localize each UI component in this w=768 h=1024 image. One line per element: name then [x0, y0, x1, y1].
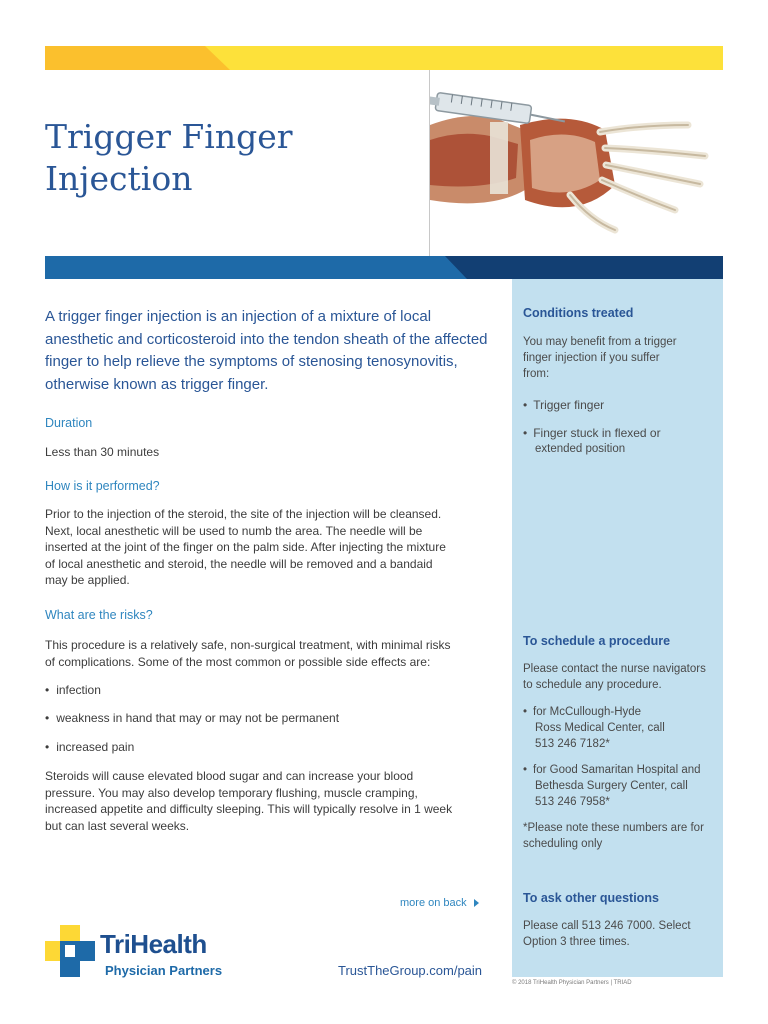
duration-heading: Duration — [45, 416, 93, 430]
list-item: • for McCullough-Hyde Ross Medical Center, call 513 246 7182* — [523, 704, 718, 752]
website-link[interactable]: TrustTheGroup.com/pain — [338, 963, 483, 978]
list-item: • Trigger finger — [523, 397, 713, 413]
schedule-note: *Please note these numbers are for scheduling only — [523, 822, 704, 850]
top-accent-band — [45, 46, 723, 70]
conditions-text: You may benefit from a trigger finger injection if you suffer from: — [523, 336, 677, 380]
list-item: • Finger stuck in flexed or extended position — [523, 425, 713, 457]
hand-injection-illustration — [429, 70, 724, 256]
caret-right-icon — [474, 899, 479, 907]
page-title: Trigger Finger Injection — [45, 117, 293, 198]
duration-text: Less than 30 minutes — [45, 445, 160, 459]
performed-paragraph: Prior to the injection of the steroid, the site of the injection will be cleansed. Next, local anesthetic will be used to numb the area. The needle will be inserted at the joint of the finger on the palm side. After injecting the mixture of local anesthetic and steroid, the needle will be removed and a bandaid may be applied. — [45, 507, 446, 587]
list-item: • infection — [45, 683, 101, 697]
cross-logo-icon — [45, 925, 95, 977]
list-item: • increased pain — [45, 740, 134, 754]
schedule-heading: To schedule a procedure — [523, 634, 671, 648]
risks-closing: Steroids will cause elevated blood sugar and can increase your blood pressure. You may also develop temporary flushing, muscle cramping, increased appetite and difficulty sleeping. This will typically resolve in 1 week but can last several weeks. — [45, 769, 453, 833]
trihealth-logo: TriHealth Physician Partners — [45, 925, 245, 980]
more-on-back-link[interactable]: more on back — [400, 897, 479, 909]
risks-intro: This procedure is a relatively safe, non-surgical treatment, with minimal risks of complications. Some of the most common or possible side effects are: — [45, 638, 451, 669]
performed-heading: How is it performed? — [45, 479, 160, 493]
list-item: • for Good Samaritan Hospital and Bethesda Surgery Center, call 513 246 7958* — [523, 762, 718, 810]
schedule-text: Please contact the nurse navigators to schedule any procedure. — [523, 663, 706, 691]
risks-heading: What are the risks? — [45, 608, 153, 622]
sidebar-panel — [512, 279, 723, 977]
intro-paragraph: A trigger finger injection is an injection of a mixture of local anesthetic and corticosteroid into the tendon sheath of the affected finger to help relieve the symptoms of stenosing tenosynovitis, otherwise known as trigger finger. — [45, 308, 488, 393]
copyright-text: © 2018 TriHealth Physician Partners | TRIAD — [512, 980, 632, 986]
blue-accent-band — [45, 256, 723, 279]
conditions-heading: Conditions treated — [523, 306, 634, 320]
questions-heading: To ask other questions — [523, 891, 659, 905]
list-item: • weakness in hand that may or may not be permanent — [45, 711, 339, 725]
questions-text: Please call 513 246 7000. Select Option 3 three times. — [523, 920, 691, 948]
